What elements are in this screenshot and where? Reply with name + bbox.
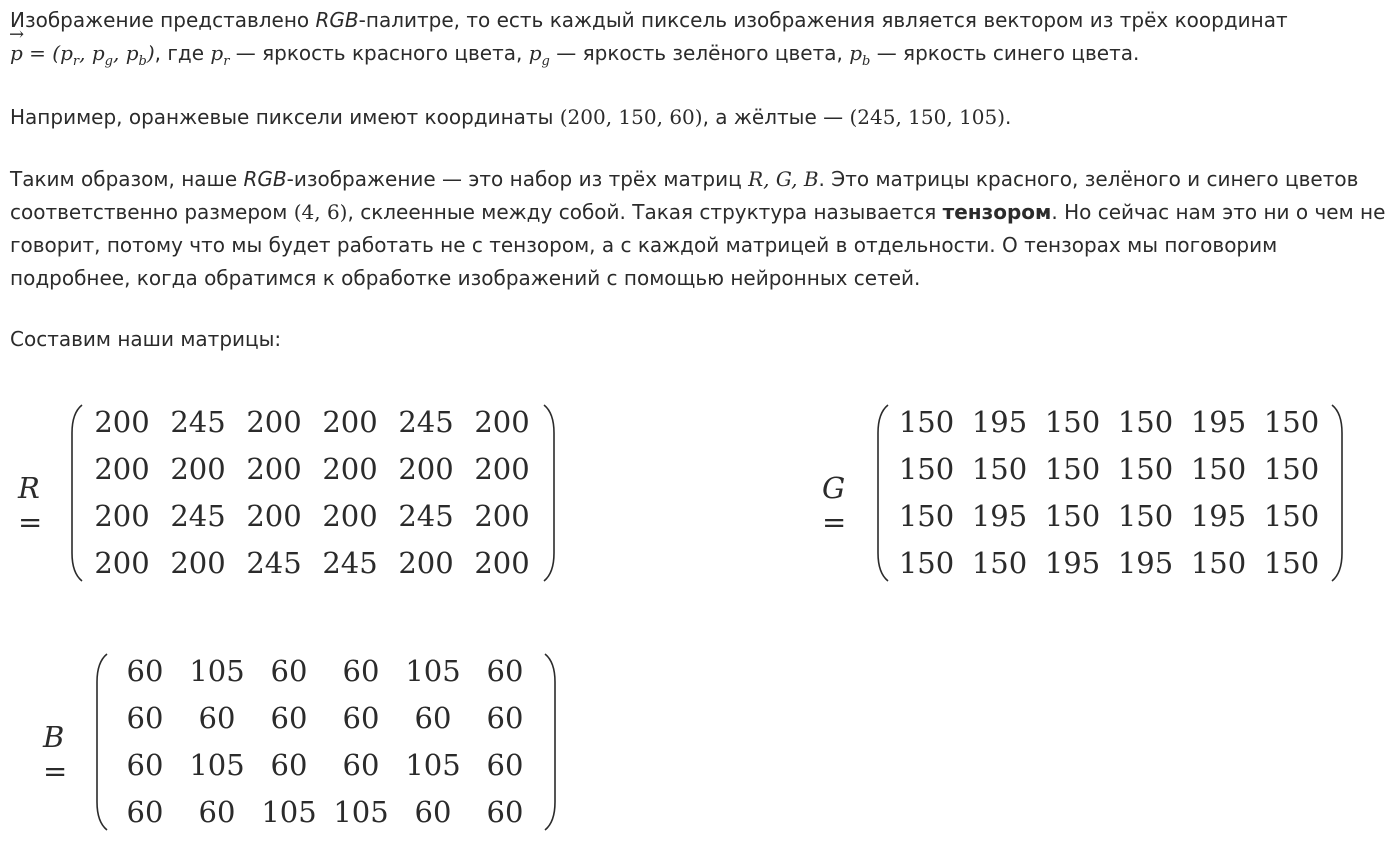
matrix-cell: 150: [1117, 499, 1174, 533]
matrix-cell: 105: [189, 748, 245, 782]
text: .: [1005, 105, 1012, 129]
p-g: p: [91, 41, 105, 65]
matrix-cell: 200: [322, 452, 378, 486]
left-bracket: [70, 403, 84, 583]
matrix-cell: 150: [1044, 405, 1101, 439]
text: . Но сейчас нам это ни о чем не говорит, потому что мы будет работать не с тензором, а с каждой матрицей в отдельности. О тензорах мы поговорим подробнее, когда обратимся к обработке изображений с помощью нейронных сетей.: [10, 200, 1386, 290]
pr-inline: [210, 41, 230, 69]
formula-eq: = (: [29, 41, 61, 65]
vector-p: → p: [10, 37, 23, 70]
matrix-cell: 60: [486, 795, 524, 829]
matrix-cell: 60: [486, 701, 524, 735]
matrix-cell: 60: [198, 795, 236, 829]
matrix-cell: 105: [405, 748, 461, 782]
formula-close: ): [146, 41, 155, 65]
text: , склеенные между собой. Такая структура называется: [347, 200, 943, 224]
matrix-cell: 150: [1117, 405, 1174, 439]
matrix-names: R, G, B: [748, 167, 819, 191]
matrix-label: G =: [822, 471, 847, 539]
matrix-cell: 60: [270, 748, 308, 782]
right-bracket: [543, 652, 557, 832]
matrix-cell: 60: [414, 701, 452, 735]
left-bracket: [876, 403, 890, 583]
matrix-cell: 200: [474, 452, 530, 486]
matrix-cell: 195: [1117, 546, 1174, 580]
matrix-cell: 150: [1190, 452, 1247, 486]
matrix-cell: 195: [971, 499, 1028, 533]
yellow-coords: (245, 150, 105): [849, 105, 1006, 129]
sub-b-2: b: [862, 54, 871, 69]
right-bracket: [542, 403, 556, 583]
matrix-label: B =: [43, 720, 68, 788]
matrix-cell: 150: [1190, 546, 1247, 580]
right-bracket: [1330, 403, 1344, 583]
matrix-cell: 200: [94, 499, 150, 533]
matrix-cell: 150: [971, 546, 1028, 580]
matrix-cell: 60: [126, 654, 164, 688]
matrix-cell: 150: [1044, 499, 1101, 533]
matrix-cell: 195: [1190, 499, 1247, 533]
matrix-cell: 60: [486, 748, 524, 782]
pg-inline: [528, 41, 550, 69]
matrix-label: R =: [18, 471, 43, 539]
matrix-cell: 200: [398, 546, 454, 580]
sub-g: g: [104, 54, 113, 69]
matrix-cell: 200: [474, 499, 530, 533]
paragraph-compose: Составим наши матрицы:: [10, 327, 282, 351]
p-b-2: p: [849, 41, 863, 65]
matrix-cell: 60: [486, 654, 524, 688]
text: — яркость красного цвета,: [229, 41, 529, 65]
matrix-cell: 200: [94, 405, 150, 439]
matrix-cell: 150: [1044, 452, 1101, 486]
paragraph-rgb-palette: [10, 4, 1390, 78]
matrix-cell: 60: [126, 701, 164, 735]
text: Таким образом, наше: [10, 167, 244, 191]
matrix-cell: 200: [474, 546, 530, 580]
matrix-cell: 195: [1190, 405, 1247, 439]
text: — яркость зелёного цвета,: [549, 41, 850, 65]
left-bracket: [95, 652, 109, 832]
matrix-cell: 60: [342, 654, 380, 688]
text: — яркость синего цвета.: [870, 41, 1140, 65]
matrix-cell: 150: [898, 405, 955, 439]
paragraph-example: [10, 101, 1390, 134]
matrix-cell: 150: [1263, 405, 1320, 439]
matrix-cell: 60: [126, 748, 164, 782]
pixel-vector-formula: → $p = (p_r$, $p_g$, $p_b$): [10, 41, 155, 65]
pb-inline: [849, 41, 871, 69]
text: . Это матрицы красного, зелёного и синего цветов соответственно размером: [10, 167, 1359, 224]
matrix-cell: 195: [1044, 546, 1101, 580]
matrix-cell: 60: [126, 795, 164, 829]
rgb-term: RGB: [315, 8, 359, 32]
matrix-cell: 60: [198, 701, 236, 735]
matrix-cell: 150: [1263, 546, 1320, 580]
text: -изображение — это набор из трёх матриц: [286, 167, 749, 191]
sub-r-2: r: [223, 54, 230, 69]
matrix-cell: 245: [322, 546, 378, 580]
matrix-cell: 60: [342, 701, 380, 735]
matrix-cell: 150: [898, 499, 955, 533]
matrix-cell: 60: [342, 748, 380, 782]
matrix-cell: 60: [414, 795, 452, 829]
matrix-cell: 150: [898, 452, 955, 486]
matrix-cell: 200: [246, 405, 302, 439]
p-r: p: [60, 41, 73, 65]
orange-coords: (200, 150, 60): [559, 105, 703, 129]
matrix-cell: 105: [333, 795, 389, 829]
matrix-cell: 245: [246, 546, 302, 580]
p-g-2: p: [528, 41, 542, 65]
matrix-cell: 195: [971, 405, 1028, 439]
matrix-cell: 105: [405, 654, 461, 688]
matrix-cell: 200: [170, 452, 226, 486]
matrix-cell: 245: [170, 405, 226, 439]
matrix-cell: 245: [398, 405, 454, 439]
text: , а жёлтые —: [702, 105, 850, 129]
text: -палитре, то есть каждый пиксель изображения является вектором из трёх координат: [358, 8, 1288, 32]
matrix-cell: 200: [322, 405, 378, 439]
matrix-cell: 150: [898, 546, 955, 580]
matrix-cell: 200: [246, 499, 302, 533]
text: Например, оранжевые пиксели имеют координаты: [10, 105, 560, 129]
paragraph-tensor: [10, 163, 1390, 295]
matrix-cell: 60: [270, 654, 308, 688]
sub-b: b: [138, 54, 147, 69]
matrix-cell: 60: [270, 701, 308, 735]
matrix-cell: 150: [1263, 452, 1320, 486]
matrix-cell: 105: [189, 654, 245, 688]
p-b: p: [125, 41, 139, 65]
text: Изображение представлено: [10, 8, 316, 32]
matrix-cell: 105: [261, 795, 317, 829]
matrix-cell: 200: [322, 499, 378, 533]
p-r-2: p: [210, 41, 224, 65]
matrix-cell: 150: [1117, 452, 1174, 486]
text: , где: [154, 41, 211, 65]
matrix-cell: 200: [246, 452, 302, 486]
matrix-cell: 200: [94, 546, 150, 580]
matrix-cell: 200: [398, 452, 454, 486]
sub-g-2: g: [541, 54, 550, 69]
matrix-cell: 200: [474, 405, 530, 439]
matrix-cell: 245: [398, 499, 454, 533]
matrix-cell: 200: [94, 452, 150, 486]
matrix-size: (4, 6): [293, 200, 348, 224]
sub-r: r: [72, 54, 80, 69]
tensor-term: тензором: [942, 200, 1052, 224]
matrix-cell: 150: [971, 452, 1028, 486]
rgb-term: RGB: [243, 167, 287, 191]
matrix-cell: 245: [170, 499, 226, 533]
matrix-cell: 150: [1263, 499, 1320, 533]
matrix-cell: 200: [170, 546, 226, 580]
